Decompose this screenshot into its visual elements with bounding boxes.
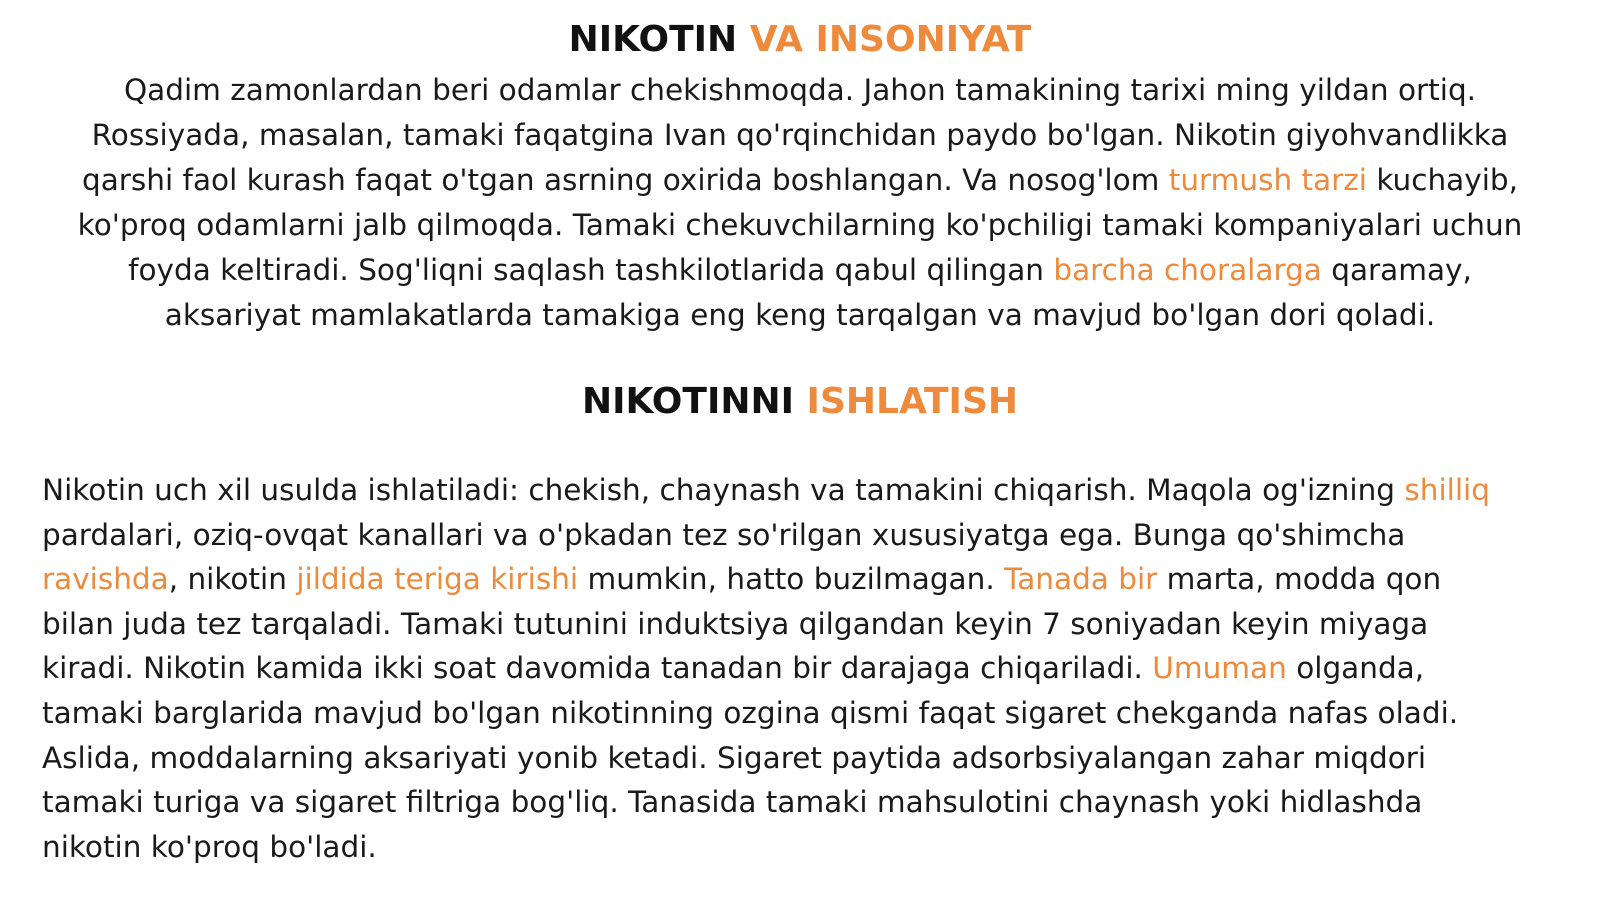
- paragraph-line: [30, 158, 1570, 203]
- paragraph-line: [42, 513, 1562, 558]
- title-accent-part: ISHLATISH: [806, 381, 1019, 422]
- text-segment: Rossiyada, masalan, tamaki faqatgina Ivan qo'rqinchidan paydo bo'lgan. Nikotin giyohvandlikka: [91, 118, 1509, 152]
- paragraph-line: [42, 780, 1562, 825]
- paragraph-line: [42, 602, 1562, 647]
- title-dark-part: NIKOTIN: [568, 19, 738, 60]
- paragraph-line: [30, 203, 1570, 248]
- text-segment: bilan juda tez tarqaladi. Tamaki tutunini induktsiya qilgandan keyin 7 soniyadan keyin miyaga: [42, 606, 1429, 641]
- text-segment: kiradi. Nikotin kamida ikki soat davomida tanadan bir darajaga chiqariladi.: [42, 651, 1153, 686]
- text-segment: , nikotin: [168, 562, 297, 597]
- text-segment: nikotin ko'proq bo'ladi.: [42, 829, 377, 864]
- link-ravishda[interactable]: ravishda: [42, 562, 169, 597]
- text-segment: qaramay,: [1321, 253, 1472, 287]
- text-segment: kuchayib,: [1367, 163, 1519, 197]
- paragraph-line: [30, 68, 1570, 113]
- text-segment: Nikotin uch xil usulda ishlatiladi: chekish, chaynash va tamakini chiqarish. Maqola og'izning: [42, 473, 1405, 507]
- link-tanada-bir[interactable]: Tanada bir: [1004, 562, 1158, 597]
- paragraph-line: [42, 691, 1562, 736]
- paragraph-usage: [42, 468, 1562, 869]
- text-segment: tamaki turiga va sigaret filtriga bog'liq. Tanasida tamaki mahsulotini chaynash yoki hidlashda: [42, 785, 1423, 820]
- title-dark-part: NIKOTINNI: [581, 381, 794, 422]
- text-segment: aksariyat mamlakatlarda tamakiga eng keng tarqalgan va mavjud bo'lgan dori qoladi.: [164, 298, 1436, 332]
- link-umuman[interactable]: Umuman: [1152, 651, 1287, 686]
- paragraph-history: [30, 68, 1570, 338]
- paragraph-line: [42, 736, 1562, 781]
- section-title-nikotin-va-insoniyat: [0, 18, 1600, 62]
- paragraph-line: [42, 825, 1562, 870]
- paragraph-line: [42, 557, 1562, 602]
- text-segment: tamaki barglarida mavjud bo'lgan nikotinning ozgina qismi faqat sigaret chekganda nafas oladi.: [42, 695, 1459, 730]
- section-title-nikotinni-ishlatish: [0, 380, 1600, 424]
- text-segment: olganda,: [1286, 651, 1425, 686]
- text-segment: Qadim zamonlardan beri odamlar chekishmoqda. Jahon tamakining tarixi ming yildan ortiq.: [123, 73, 1477, 107]
- paragraph-line: [42, 468, 1562, 513]
- paragraph-line: [30, 113, 1570, 158]
- paragraph-line: [42, 646, 1562, 691]
- text-segment: Aslida, moddalarning aksariyati yonib ketadi. Sigaret paytida adsorbsiyalangan zahar miqdori: [42, 740, 1427, 775]
- text-segment: foyda keltiradi. Sog'liqni saqlash tashkilotlarida qabul qilingan: [128, 253, 1054, 287]
- link-jildida-teriga-kirishi[interactable]: jildida teriga kirishi: [296, 562, 579, 597]
- link-turmush-tarzi[interactable]: turmush tarzi: [1168, 163, 1367, 197]
- text-segment: pardalari, oziq-ovqat kanallari va o'pkadan tez so'rilgan xususiyatga ega. Bunga qo'shimcha: [42, 517, 1406, 552]
- link-barcha-choralarga[interactable]: barcha choralarga: [1053, 253, 1322, 287]
- text-segment: marta, modda qon: [1157, 562, 1442, 597]
- text-segment: qarshi faol kurash faqat o'tgan asrning oxirida boshlangan. Va nosog'lom: [81, 163, 1169, 197]
- title-accent-part: VA INSONIYAT: [749, 19, 1032, 60]
- text-segment: mumkin, hatto buzilmagan.: [578, 562, 1005, 597]
- text-segment: ko'proq odamlarni jalb qilmoqda. Tamaki chekuvchilarning ko'pchiligi tamaki kompaniyalari uchun: [77, 208, 1523, 242]
- paragraph-line: [30, 248, 1570, 293]
- paragraph-line: [30, 293, 1570, 338]
- link-shilliq[interactable]: shilliq: [1404, 473, 1490, 507]
